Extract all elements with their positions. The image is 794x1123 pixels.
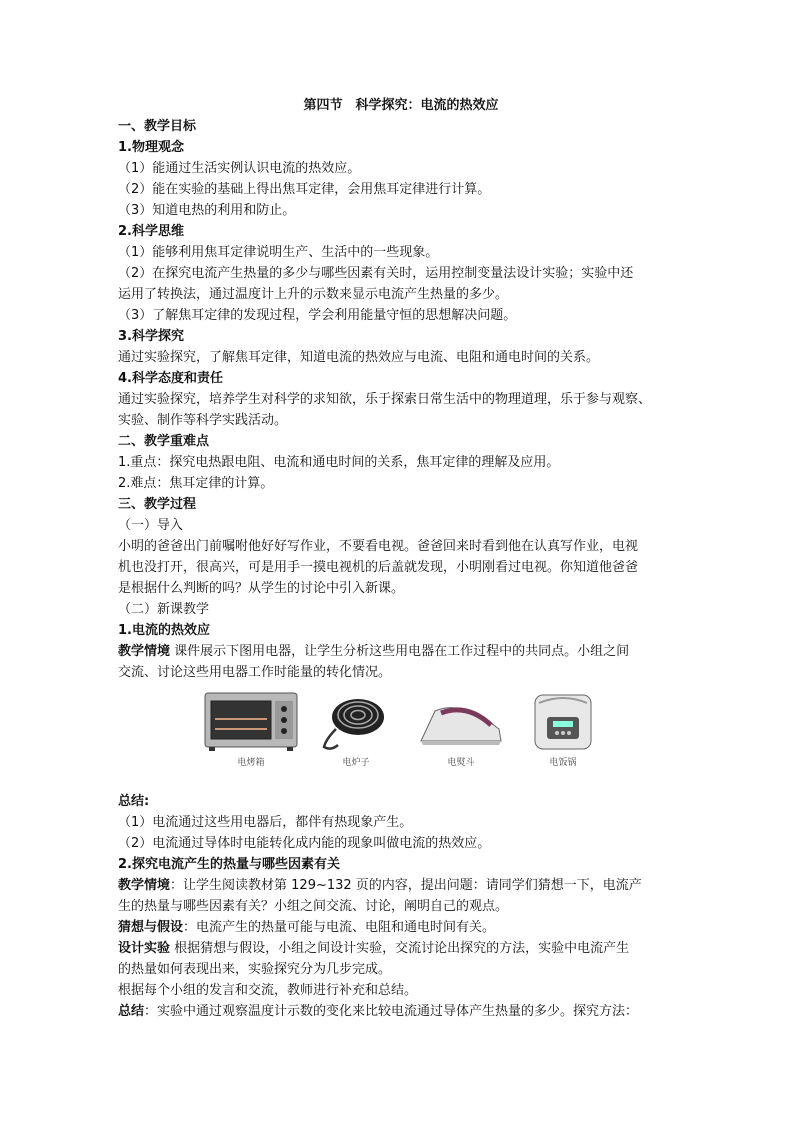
- list-item: 1.重点：探究电热跟电阻、电流和通电时间的关系，焦耳定律的理解及应用。: [118, 455, 560, 470]
- paragraph-line: 的热量如何表现出来，实验探究分为几步完成。: [118, 962, 392, 977]
- oven-icon: [201, 689, 301, 753]
- list-item: 运用了转换法，通过温度计上升的示数来显示电流产生热量的多少。: [118, 287, 509, 302]
- appliance-figures: [118, 689, 684, 785]
- subsection-title: 4.科学态度和责任: [118, 371, 223, 386]
- list-item: 2.难点：焦耳定律的计算。: [118, 476, 274, 491]
- figure-caption: 电烤箱: [237, 758, 265, 768]
- subsection-title: 1.电流的热效应: [118, 623, 210, 638]
- paragraph-line: [118, 917, 684, 938]
- subsection-title: 3.科学探究: [118, 329, 184, 344]
- paragraph-line: 实验、制作等科学实践活动。: [118, 413, 288, 428]
- electric-stove-icon: [306, 689, 406, 753]
- list-item: （2）在探究电流产生热量的多少与哪些因素有关时，运用控制变量法设计实验；实验中还: [118, 266, 634, 281]
- figure-iron: [406, 689, 516, 768]
- list-item: （2）能在实验的基础上得出焦耳定律，会用焦耳定律进行计算。: [118, 182, 491, 197]
- paragraph-line: [118, 1001, 684, 1022]
- section-heading-keypoints: 二、教学重难点: [118, 434, 210, 449]
- paragraph-text: ：电流产生的热量可能与电流、电阻和通电时间有关。: [183, 920, 496, 935]
- list-item: （3）知道电热的利用和防止。: [118, 203, 296, 218]
- list-item: （1）能够利用焦耳定律说明生产、生活中的一些现象。: [118, 245, 439, 260]
- subsection-title: 2.探究电流产生的热量与哪些因素有关: [118, 857, 340, 872]
- figure-oven: [196, 689, 306, 768]
- figure-caption: 电炉子: [342, 758, 370, 768]
- label-bold: 教学情境: [118, 878, 171, 893]
- label-bold: 设计实验: [118, 941, 171, 956]
- paragraph-line: 通过实验探究，培养学生对科学的求知欲，乐于探索日常生活中的物理道理，乐于参与观察、: [118, 392, 652, 407]
- list-item: （1）电流通过这些用电器后，都伴有热现象产生。: [118, 815, 413, 830]
- list-item: （1）能通过生活实例认识电流的热效应。: [118, 161, 361, 176]
- paragraph-line: 生的热量与哪些因素有关？小组之间交流、讨论，阐明自己的观点。: [118, 899, 509, 914]
- paragraph-line: [118, 641, 684, 662]
- page-title: 第四节 科学探究：电流的热效应: [303, 98, 499, 113]
- paragraph-text: ：让学生阅读教材第 129~132 页的内容，提出问题：请同学们猜想一下，电流产: [170, 878, 642, 893]
- section-heading-process: 三、教学过程: [118, 497, 197, 512]
- label-bold: 猜想与假设: [118, 920, 184, 935]
- figure-stove: [301, 689, 411, 768]
- figure-caption: 电饭锅: [549, 758, 577, 768]
- label-bold: 总结: [118, 1004, 145, 1019]
- paragraph-line: 是根据什么判断的吗？从学生的讨论中引入新课。: [118, 581, 405, 596]
- rice-cooker-icon: [513, 689, 613, 753]
- subsection-title: （二）新课教学: [118, 602, 210, 617]
- summary-label: 总结:: [118, 794, 150, 809]
- label-bold: 教学情境: [118, 644, 171, 659]
- paragraph-line: 小明的爸爸出门前嘱咐他好好写作业，不要看电视。爸爸回来时看到他在认真写作业，电视: [118, 539, 639, 554]
- iron-icon: [411, 689, 511, 753]
- figure-rice-cooker: [508, 689, 618, 768]
- subsection-title: （一）导入: [118, 518, 184, 533]
- paragraph-text: ：实验中通过观察温度计示数的变化来比较电流通过导体产生热量的多少。探究方法：: [144, 1004, 639, 1019]
- subsection-title: 1.物理观念: [118, 140, 184, 155]
- list-item: （2）电流通过导体时电能转化成内能的现象叫做电流的热效应。: [118, 836, 491, 851]
- list-item: （3）了解焦耳定律的发现过程，学会利用能量守恒的思想解决问题。: [118, 308, 517, 323]
- document-page: [118, 96, 684, 1022]
- paragraph: 通过实验探究，了解焦耳定律，知道电流的热效应与电流、电阻和通电时间的关系。: [118, 350, 600, 365]
- paragraph-line: 交流、讨论这些用电器工作时能量的转化情况。: [118, 665, 392, 680]
- paragraph-text: 课件展示下图用电器，让学生分析这些用电器在工作过程中的共同点。小组之间: [170, 644, 630, 659]
- figure-caption: 电熨斗: [447, 758, 475, 768]
- paragraph-line: 机也没打开，很高兴，可是用手一摸电视机的后盖就发现，小明刚看过电视。你知道他爸爸: [118, 560, 639, 575]
- paragraph-line: 根据每个小组的发言和交流，教师进行补充和总结。: [118, 983, 418, 998]
- subsection-title: 2.科学思维: [118, 224, 184, 239]
- section-heading-objectives: 一、教学目标: [118, 119, 197, 134]
- paragraph-line: [118, 938, 684, 959]
- paragraph-line: [118, 875, 684, 896]
- paragraph-text: 根据猜想与假设，小组之间设计实验，交流讨论出探究的方法，实验中电流产生: [170, 941, 630, 956]
